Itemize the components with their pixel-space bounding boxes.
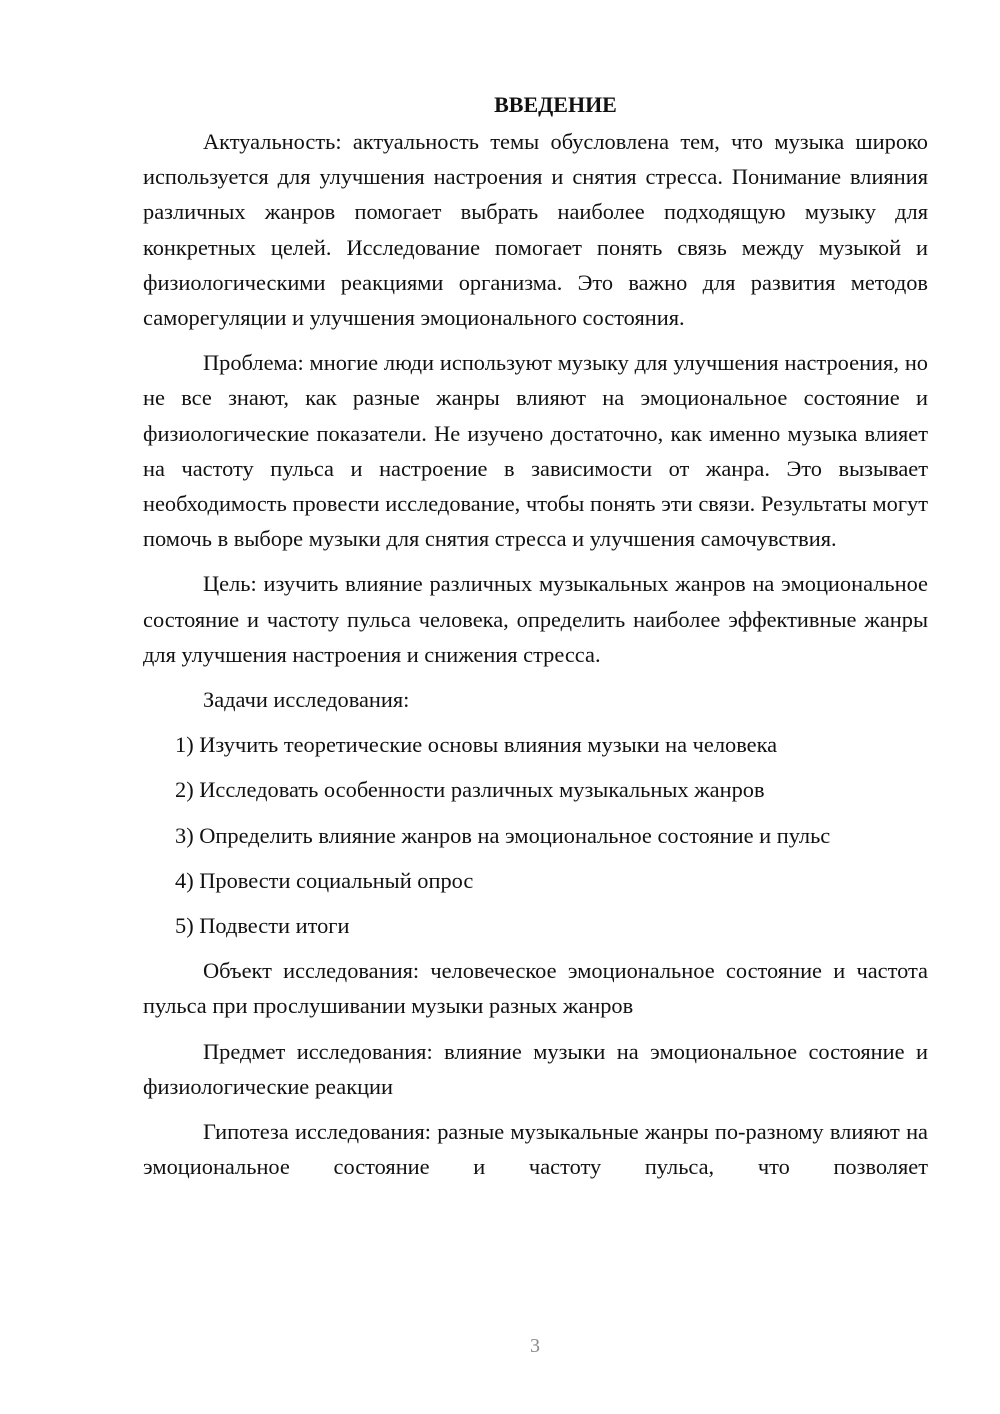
- tasks-list: [143, 727, 928, 943]
- goal-paragraph: Цель: изучить влияние различных музыкальных жанров на эмоциональное состояние и частоту пульса человека, определить наиболее эффективные жанры для улучшения настроения и снижения стресса.: [143, 571, 928, 667]
- task-item: 4) Провести социальный опрос: [175, 867, 474, 893]
- object-paragraph: Объект исследования: человеческое эмоциональное состояние и частота пульса при прослушивании музыки разных жанров: [143, 958, 928, 1019]
- relevance-paragraph: Актуальность: актуальность темы обусловлена тем, что музыка широко используется для улучшения настроения и снятия стресса. Понимание влияния различных жанров помогает выбрать наиболее подходящую музыку для конкретных целей. Исследование помогает понять связь между музыкой и физиологическими реакциями организма. Это важно для развития методов саморегуляции и улучшения эмоционального состояния.: [143, 129, 928, 331]
- task-item: 1) Изучить теоретические основы влияния музыки на человека: [175, 732, 778, 758]
- section-title: ВВЕДЕНИЕ: [494, 92, 617, 117]
- page-number: 3: [530, 1335, 540, 1357]
- subject-paragraph: Предмет исследования: влияние музыки на эмоциональное состояние и физиологические реакции: [143, 1038, 928, 1099]
- tasks-heading: Задачи исследования:: [203, 687, 410, 713]
- document-page: [143, 90, 928, 1194]
- task-item: 5) Подвести итоги: [175, 913, 350, 939]
- hypothesis-paragraph: Гипотеза исследования: разные музыкальные жанры по-разному влияют на эмоциональное состояние и частоту пульса, что позволяет: [143, 1119, 928, 1180]
- task-item: 3) Определить влияние жанров на эмоциональное состояние и пульс: [175, 822, 831, 848]
- task-item: 2) Исследовать особенности различных музыкальных жанров: [175, 777, 765, 803]
- problem-paragraph: Проблема: многие люди используют музыку для улучшения настроения, но не все знают, как разные жанры влияют на эмоциональное состояние и физиологические показатели. Не изучено достаточно, как именно музыка влияет на частоту пульса и настроение в зависимости от жанра. Это вызывает необходимость провести исследование, чтобы понять эти связи. Результаты могут помочь в выборе музыки для снятия стресса и улучшения самочувствия.: [143, 350, 928, 552]
